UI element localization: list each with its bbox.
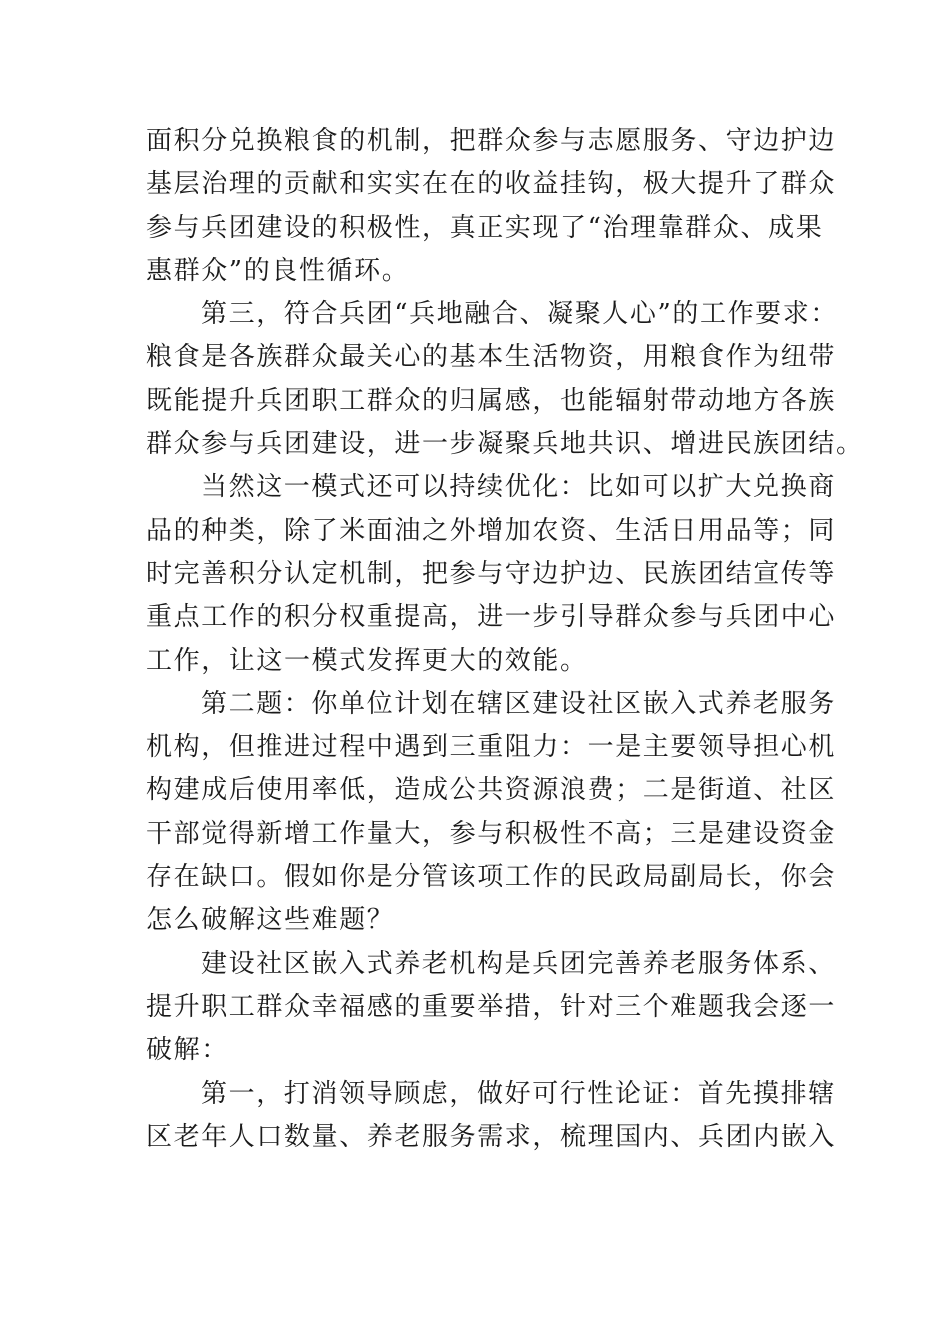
text-line: 品的种类，除了米面油之外增加农资、生活日用品等；同: [146, 515, 837, 546]
text-line: 建设社区嵌入式养老机构是兵团完善养老服务体系、: [201, 948, 836, 979]
text-line: 干部觉得新增工作量大，参与积极性不高；三是建设资金: [146, 818, 837, 849]
text-line: 群众参与兵团建设，进一步凝聚兵地共识、增进民族团结。: [146, 429, 864, 460]
document-body: [146, 120, 864, 1159]
paragraph: [146, 293, 864, 466]
text-line: 既能提升兵团职工群众的归属感，也能辐射带动地方各族: [146, 385, 837, 416]
paragraph: [146, 1073, 837, 1160]
paragraph: [146, 943, 837, 1073]
text-line: 重点工作的积分权重提高，进一步引导群众参与兵团中心: [146, 602, 837, 633]
text-line: 第一，打消领导顾虑，做好可行性论证：首先摸排辖: [201, 1078, 836, 1109]
text-line: 构建成后使用率低，造成公共资源浪费；二是街道、社区: [146, 775, 837, 806]
text-line: 惠群众”的良性循环。: [146, 255, 410, 286]
text-line: 区老年人口数量、养老服务需求，梳理国内、兵团内嵌入: [146, 1121, 837, 1152]
text-line: 机构，但推进过程中遇到三重阻力：一是主要领导担心机: [146, 732, 837, 763]
text-line: 当然这一模式还可以持续优化：比如可以扩大兑换商: [201, 472, 836, 503]
paragraph: [146, 466, 837, 682]
paragraph: [146, 683, 837, 943]
text-line: 面积分兑换粮食的机制，把群众参与志愿服务、守边护边: [146, 126, 837, 156]
text-line: 存在缺口。假如你是分管该项工作的民政局副局长，你会: [146, 862, 837, 893]
text-line: 时完善积分认定机制，把参与守边护边、民族团结宣传等: [146, 558, 837, 589]
text-line: 破解：: [146, 1035, 229, 1066]
text-line: 参与兵团建设的积极性，真正实现了“治理靠群众、成果: [146, 212, 824, 243]
text-line: 第二题：你单位计划在辖区建设社区嵌入式养老服务: [201, 688, 836, 719]
text-line: 基层治理的贡献和实实在在的收益挂钩，极大提升了群众: [146, 169, 837, 200]
text-line: 提升职工群众幸福感的重要举措，针对三个难题我会逐一: [146, 991, 837, 1022]
text-line: 怎么破解这些难题？: [146, 905, 395, 936]
text-line: 工作，让这一模式发挥更大的效能。: [146, 645, 588, 676]
text-line: 粮食是各族群众最关心的基本生活物资，用粮食作为纽带: [146, 342, 837, 373]
paragraph: [146, 120, 837, 293]
text-line: 第三，符合兵团“兵地融合、凝聚人心”的工作要求：: [201, 299, 838, 330]
